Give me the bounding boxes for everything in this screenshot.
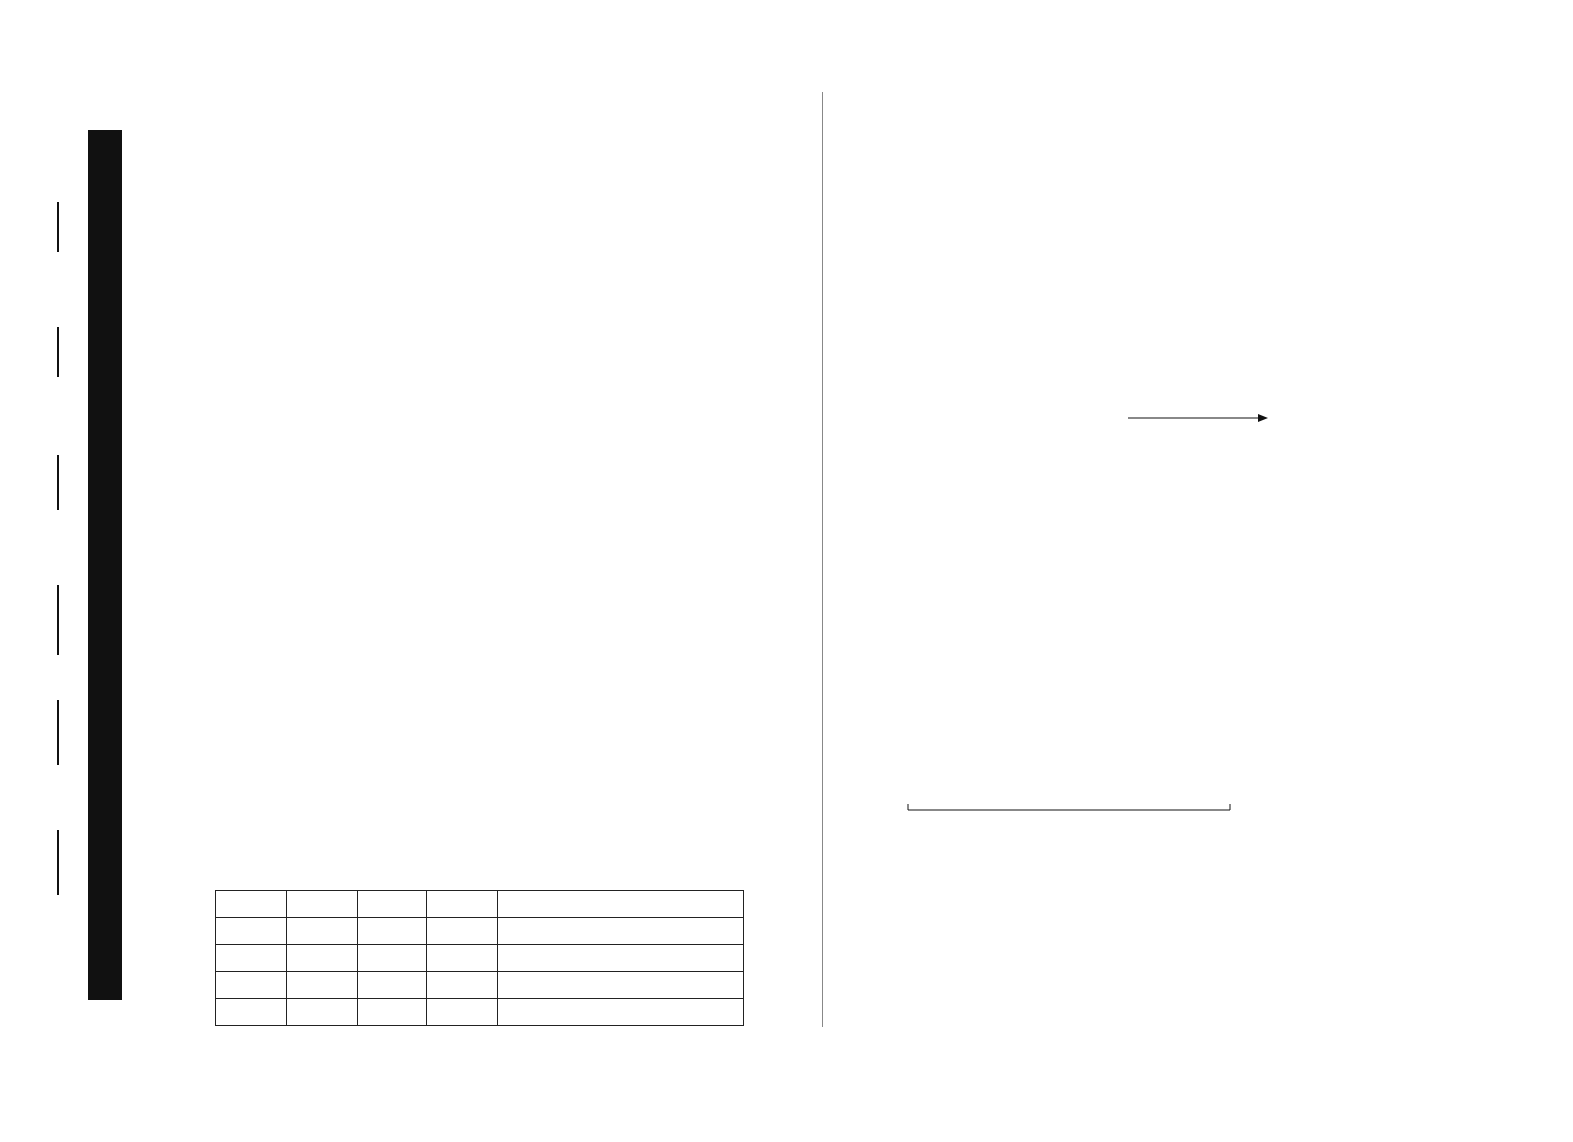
barcode-strip bbox=[0, 0, 130, 1138]
table-cell bbox=[358, 945, 427, 972]
lasso-peptide-figure bbox=[980, 350, 1360, 520]
table-row bbox=[216, 999, 744, 1026]
table-header-row bbox=[216, 891, 744, 918]
table-cell bbox=[358, 918, 427, 945]
table-cell bbox=[287, 945, 358, 972]
table-cell bbox=[498, 918, 744, 945]
table-cell bbox=[498, 972, 744, 999]
table-cell bbox=[287, 972, 358, 999]
table-header bbox=[287, 891, 358, 918]
school-field[interactable] bbox=[57, 830, 59, 895]
table-row bbox=[216, 918, 744, 945]
table-cell bbox=[216, 918, 287, 945]
table-cell bbox=[427, 945, 498, 972]
table-cell bbox=[498, 999, 744, 1026]
examinee-no-field[interactable] bbox=[57, 455, 59, 510]
table-cell bbox=[358, 999, 427, 1026]
binding-sidebar bbox=[0, 0, 130, 1138]
room-field[interactable] bbox=[57, 327, 59, 377]
table-header bbox=[427, 891, 498, 918]
class-field[interactable] bbox=[57, 700, 59, 765]
table-cell bbox=[216, 972, 287, 999]
table-cell bbox=[287, 918, 358, 945]
table-cell bbox=[287, 999, 358, 1026]
table-header bbox=[216, 891, 287, 918]
table-cell bbox=[358, 972, 427, 999]
table-cell bbox=[427, 972, 498, 999]
table-cell bbox=[216, 999, 287, 1026]
table-header bbox=[498, 891, 744, 918]
table-cell bbox=[216, 945, 287, 972]
q3-table bbox=[215, 890, 744, 1026]
table-cell bbox=[498, 945, 744, 972]
table-cell bbox=[427, 918, 498, 945]
page-divider bbox=[822, 92, 823, 1027]
membrane-figure bbox=[900, 620, 1460, 840]
seat-field[interactable] bbox=[57, 202, 59, 252]
table-row bbox=[216, 972, 744, 999]
table-header bbox=[358, 891, 427, 918]
name-field[interactable] bbox=[57, 585, 59, 655]
table-row bbox=[216, 945, 744, 972]
table-cell bbox=[427, 999, 498, 1026]
